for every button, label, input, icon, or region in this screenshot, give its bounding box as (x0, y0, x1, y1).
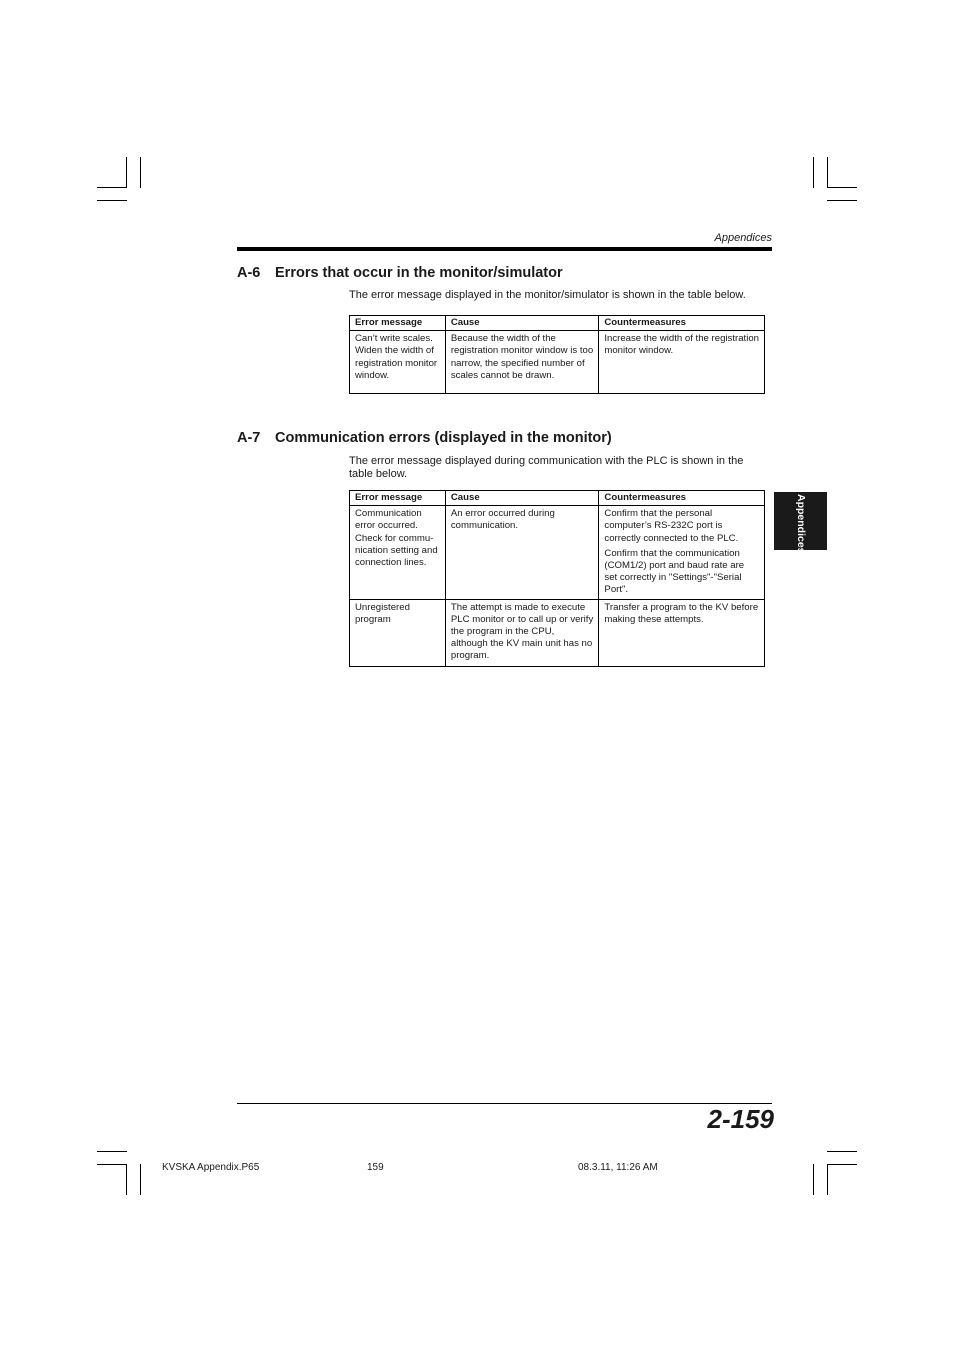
crop-mark (140, 157, 141, 188)
error-message-cell: Unregistered program (350, 599, 446, 666)
section-heading-a6 (237, 265, 563, 281)
cause-cell: An error occurred during communication. (445, 506, 599, 599)
error-table-communication (349, 490, 765, 667)
column-header: Countermeasures (599, 491, 765, 506)
crop-mark (126, 1164, 127, 1195)
cause-cell: The attempt is made to execute PLC monitor or to call up or verify the program in the CPU, although the KV main unit has no program. (445, 599, 599, 666)
crop-mark (827, 1164, 828, 1195)
crop-mark (813, 1164, 814, 1195)
column-header: Error message (350, 491, 446, 506)
table-header-row (350, 316, 765, 331)
crop-mark (827, 200, 857, 201)
crop-mark (97, 1151, 127, 1152)
section-title: Communication errors (displayed in the monitor) (275, 430, 612, 446)
crop-mark (827, 1151, 857, 1152)
countermeasure-cell (599, 331, 765, 394)
section-number: A-7 (237, 430, 261, 446)
crop-mark (97, 1164, 127, 1165)
section-intro: The error message displayed in the monitor/simulator is shown in the table below. (349, 289, 746, 301)
slug-sheet: 159 (367, 1162, 384, 1173)
running-header: Appendices (714, 232, 772, 244)
section-title: Errors that occur in the monitor/simulator (275, 265, 563, 281)
section-intro: The error message displayed during communication with the PLC is shown in the table below. (349, 455, 744, 480)
crop-mark (827, 187, 857, 188)
crop-mark (827, 1164, 857, 1165)
countermeasure-text: Confirm that the personal computer’s RS-232C port is correctly connected to the PLC. (604, 508, 739, 544)
crop-mark (140, 1164, 141, 1195)
section-number: A-6 (237, 265, 261, 281)
crop-mark (827, 157, 828, 188)
table-row (350, 506, 765, 599)
crop-mark (97, 187, 127, 188)
side-tab-appendices (774, 492, 827, 554)
column-header: Error message (350, 316, 446, 331)
page-number: 2-159 (707, 1104, 774, 1134)
column-header: Cause (445, 491, 599, 506)
error-message-cell: Communication error occurred. Check for commu-nication setting and connection lines. (350, 506, 446, 599)
cause-cell: Because the width of the registration monitor window is too narrow, the specified number of scales cannot be drawn. (445, 331, 599, 394)
crop-mark (126, 157, 127, 188)
table-row (350, 599, 765, 666)
slug-file: KVSKA Appendix.P65 (162, 1162, 260, 1173)
countermeasure-text: Transfer a program to the KV before making these attempts. (604, 601, 759, 625)
countermeasure-text: Increase the width of the registration monitor window. (604, 333, 759, 357)
countermeasure-cell (599, 599, 765, 666)
footer-rule (237, 1103, 772, 1104)
error-message-cell: Can’t write scales. Widen the width of registration monitor window. (350, 331, 446, 394)
countermeasure-text: Confirm that the communication (COM1/2) port and baud rate are set correctly in "Settings"-"Serial Port". (604, 547, 745, 596)
column-header: Countermeasures (599, 316, 765, 331)
table-row (350, 331, 765, 394)
slug-timestamp: 08.3.11, 11:26 AM (578, 1162, 658, 1173)
header-rule (237, 247, 772, 251)
crop-mark (813, 157, 814, 188)
section-heading-a7 (237, 430, 612, 446)
error-table-monitor (349, 315, 765, 394)
crop-mark (97, 200, 127, 201)
side-tab-label: Appendices (795, 494, 807, 554)
column-header: Cause (445, 316, 599, 331)
table-header-row (350, 491, 765, 506)
countermeasure-cell (599, 506, 765, 599)
